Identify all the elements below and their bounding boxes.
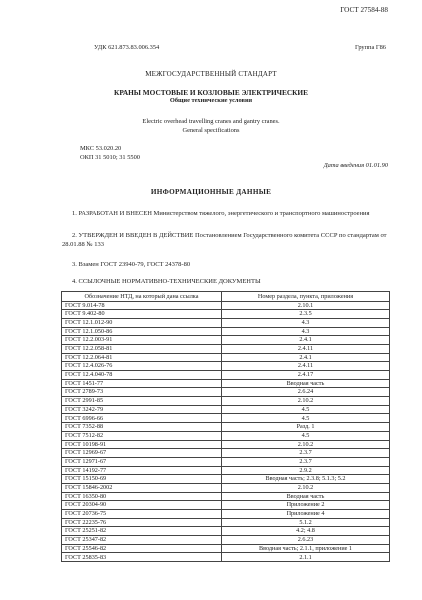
section-reference-cell: 2.10.2 (222, 440, 390, 449)
table-row (62, 371, 390, 380)
section-reference-cell: 4.3 (222, 327, 390, 336)
table-row (62, 544, 390, 553)
table-row (62, 536, 390, 545)
table-row (62, 423, 390, 432)
document-designation-cell: ГОСТ 12.1.050-86 (62, 327, 222, 336)
table-row (62, 397, 390, 406)
info-paragraph-references: 4. ССЫЛОЧНЫЕ НОРМАТИВНО-ТЕХНИЧЕСКИЕ ДОКУМЕНТЫ (72, 278, 261, 285)
column-header-document: Обозначение НТД, на который дана ссылка (62, 292, 222, 302)
document-designation-cell: ГОСТ 16350-80 (62, 492, 222, 501)
document-designation-cell: ГОСТ 25251-82 (62, 527, 222, 536)
section-reference-cell: 2.4.1 (222, 353, 390, 362)
table-row (62, 449, 390, 458)
section-reference-cell: 4.2; 4.8 (222, 527, 390, 536)
table-row (62, 475, 390, 484)
document-designation-cell: ГОСТ 12971-67 (62, 457, 222, 466)
document-designation-cell: ГОСТ 12.1.012-90 (62, 318, 222, 327)
document-designation-cell: ГОСТ 15846-2002 (62, 483, 222, 492)
table-row (62, 501, 390, 510)
table-row (62, 414, 390, 423)
table-row (62, 527, 390, 536)
table-row (62, 431, 390, 440)
section-reference-cell: 5.1.2 (222, 518, 390, 527)
document-designation-cell: ГОСТ 6996-66 (62, 414, 222, 423)
document-designation-cell: ГОСТ 22235-76 (62, 518, 222, 527)
mks-code: МКС 53.020.20 (80, 145, 122, 152)
table-row (62, 344, 390, 353)
section-reference-cell: 2.6.23 (222, 536, 390, 545)
document-designation-cell: ГОСТ 12969-67 (62, 449, 222, 458)
table-row (62, 336, 390, 345)
table-row (62, 353, 390, 362)
section-reference-cell: 2.6.24 (222, 388, 390, 397)
document-title: КРАНЫ МОСТОВЫЕ И КОЗЛОВЫЕ ЭЛЕКТРИЧЕСКИЕ (114, 88, 308, 97)
document-designation-cell: ГОСТ 7352-88 (62, 423, 222, 432)
section-reference-cell: 2.4.1 (222, 336, 390, 345)
section-reference-cell: Вводная часть; 2.3.8; 5.1.3; 5.2 (222, 475, 390, 484)
table-row (62, 553, 390, 562)
table-row (62, 440, 390, 449)
table-header-row (62, 292, 390, 302)
okp-code: ОКП 31 5010; 31 5500 (80, 154, 141, 161)
section-reference-cell: Приложение 4 (222, 510, 390, 519)
reference-documents-table (61, 291, 390, 562)
info-paragraph-developed: 1. РАЗРАБОТАН И ВНЕСЕН Министерством тяжелого, энергетического и транспортного машиностроения (72, 210, 370, 217)
table-row (62, 310, 390, 319)
document-designation-cell: ГОСТ 9.402-80 (62, 310, 222, 319)
section-reference-cell: 2.10.1 (222, 301, 390, 310)
document-designation-cell: ГОСТ 12.2.064-81 (62, 353, 222, 362)
udk-code: УДК 621.873.83.006.354 (94, 44, 160, 51)
document-designation-cell: ГОСТ 15150-69 (62, 475, 222, 484)
section-reference-cell: 4.3 (222, 318, 390, 327)
document-designation-cell: ГОСТ 3242-79 (62, 405, 222, 414)
document-designation-cell: ГОСТ 9.014-78 (62, 301, 222, 310)
table-row (62, 492, 390, 501)
introduction-date: Дата введения 01.01.90 (323, 162, 388, 169)
table-row (62, 510, 390, 519)
section-reference-cell: 2.3.5 (222, 310, 390, 319)
section-reference-cell: 2.1.1 (222, 553, 390, 562)
info-paragraph-approved: 2. УТВЕРЖДЕН И ВВЕДЕН В ДЕЙСТВИЕ Постановлением Государственного комитета СССР по стандартам от 28.01.88 № 133 (62, 232, 387, 249)
document-designation-cell: ГОСТ 7512-82 (62, 431, 222, 440)
section-reference-cell: 4.5 (222, 431, 390, 440)
document-subtitle: Общие технические условия (169, 97, 253, 104)
table-row (62, 318, 390, 327)
table-row (62, 405, 390, 414)
section-reference-cell: 4.5 (222, 414, 390, 423)
section-reference-cell: 4.5 (222, 405, 390, 414)
document-designation-cell: ГОСТ 14192-77 (62, 466, 222, 475)
column-header-section: Номер раздела, пункта, приложения (222, 292, 390, 302)
table-row (62, 362, 390, 371)
section-reference-cell: Вводная часть (222, 379, 390, 388)
info-paragraph-replaces: 3. Взамен ГОСТ 23940-79, ГОСТ 24378-80 (72, 261, 191, 268)
table-row (62, 388, 390, 397)
table-row (62, 518, 390, 527)
section-reference-cell: 2.4.11 (222, 362, 390, 371)
english-title-line-1: Electric overhead travelling cranes and gantry cranes. (142, 118, 280, 125)
document-designation-cell: ГОСТ 2789-73 (62, 388, 222, 397)
table-row (62, 457, 390, 466)
section-reference-cell: 2.9.2 (222, 466, 390, 475)
english-title-line-2: General specifications (182, 127, 240, 134)
standard-number: ГОСТ 27584-88 (340, 6, 388, 14)
document-designation-cell: ГОСТ 25546-82 (62, 544, 222, 553)
section-reference-cell: 2.4.11 (222, 344, 390, 353)
document-designation-cell: ГОСТ 12.4.040-78 (62, 371, 222, 380)
document-designation-cell: ГОСТ 20304-90 (62, 501, 222, 510)
table-row (62, 301, 390, 310)
info-section-heading: ИНФОРМАЦИОННЫЕ ДАННЫЕ (150, 188, 272, 196)
section-reference-cell: 2.3.7 (222, 449, 390, 458)
document-designation-cell: ГОСТ 12.2.003-91 (62, 336, 222, 345)
table-row (62, 483, 390, 492)
section-reference-cell: Вводная часть; 2.1.1, приложение 1 (222, 544, 390, 553)
section-reference-cell: Разд. 1 (222, 423, 390, 432)
section-reference-cell: 2.4.17 (222, 371, 390, 380)
document-designation-cell: ГОСТ 2991-85 (62, 397, 222, 406)
document-designation-cell: ГОСТ 12.2.058-81 (62, 344, 222, 353)
section-reference-cell: Вводная часть (222, 492, 390, 501)
table-row (62, 379, 390, 388)
section-reference-cell: 2.10.2 (222, 397, 390, 406)
interstate-standard-label: МЕЖГОСУДАРСТВЕННЫЙ СТАНДАРТ (145, 70, 277, 78)
table-row (62, 466, 390, 475)
document-designation-cell: ГОСТ 12.4.026-76 (62, 362, 222, 371)
document-designation-cell: ГОСТ 10198-91 (62, 440, 222, 449)
section-reference-cell: 2.3.7 (222, 457, 390, 466)
group-code: Группа Г86 (355, 44, 386, 51)
table-body (62, 301, 390, 562)
document-designation-cell: ГОСТ 20736-75 (62, 510, 222, 519)
table-row (62, 327, 390, 336)
document-designation-cell: ГОСТ 1451-77 (62, 379, 222, 388)
document-designation-cell: ГОСТ 25347-82 (62, 536, 222, 545)
section-reference-cell: Приложение 2 (222, 501, 390, 510)
document-designation-cell: ГОСТ 25835-83 (62, 553, 222, 562)
section-reference-cell: 2.10.2 (222, 483, 390, 492)
